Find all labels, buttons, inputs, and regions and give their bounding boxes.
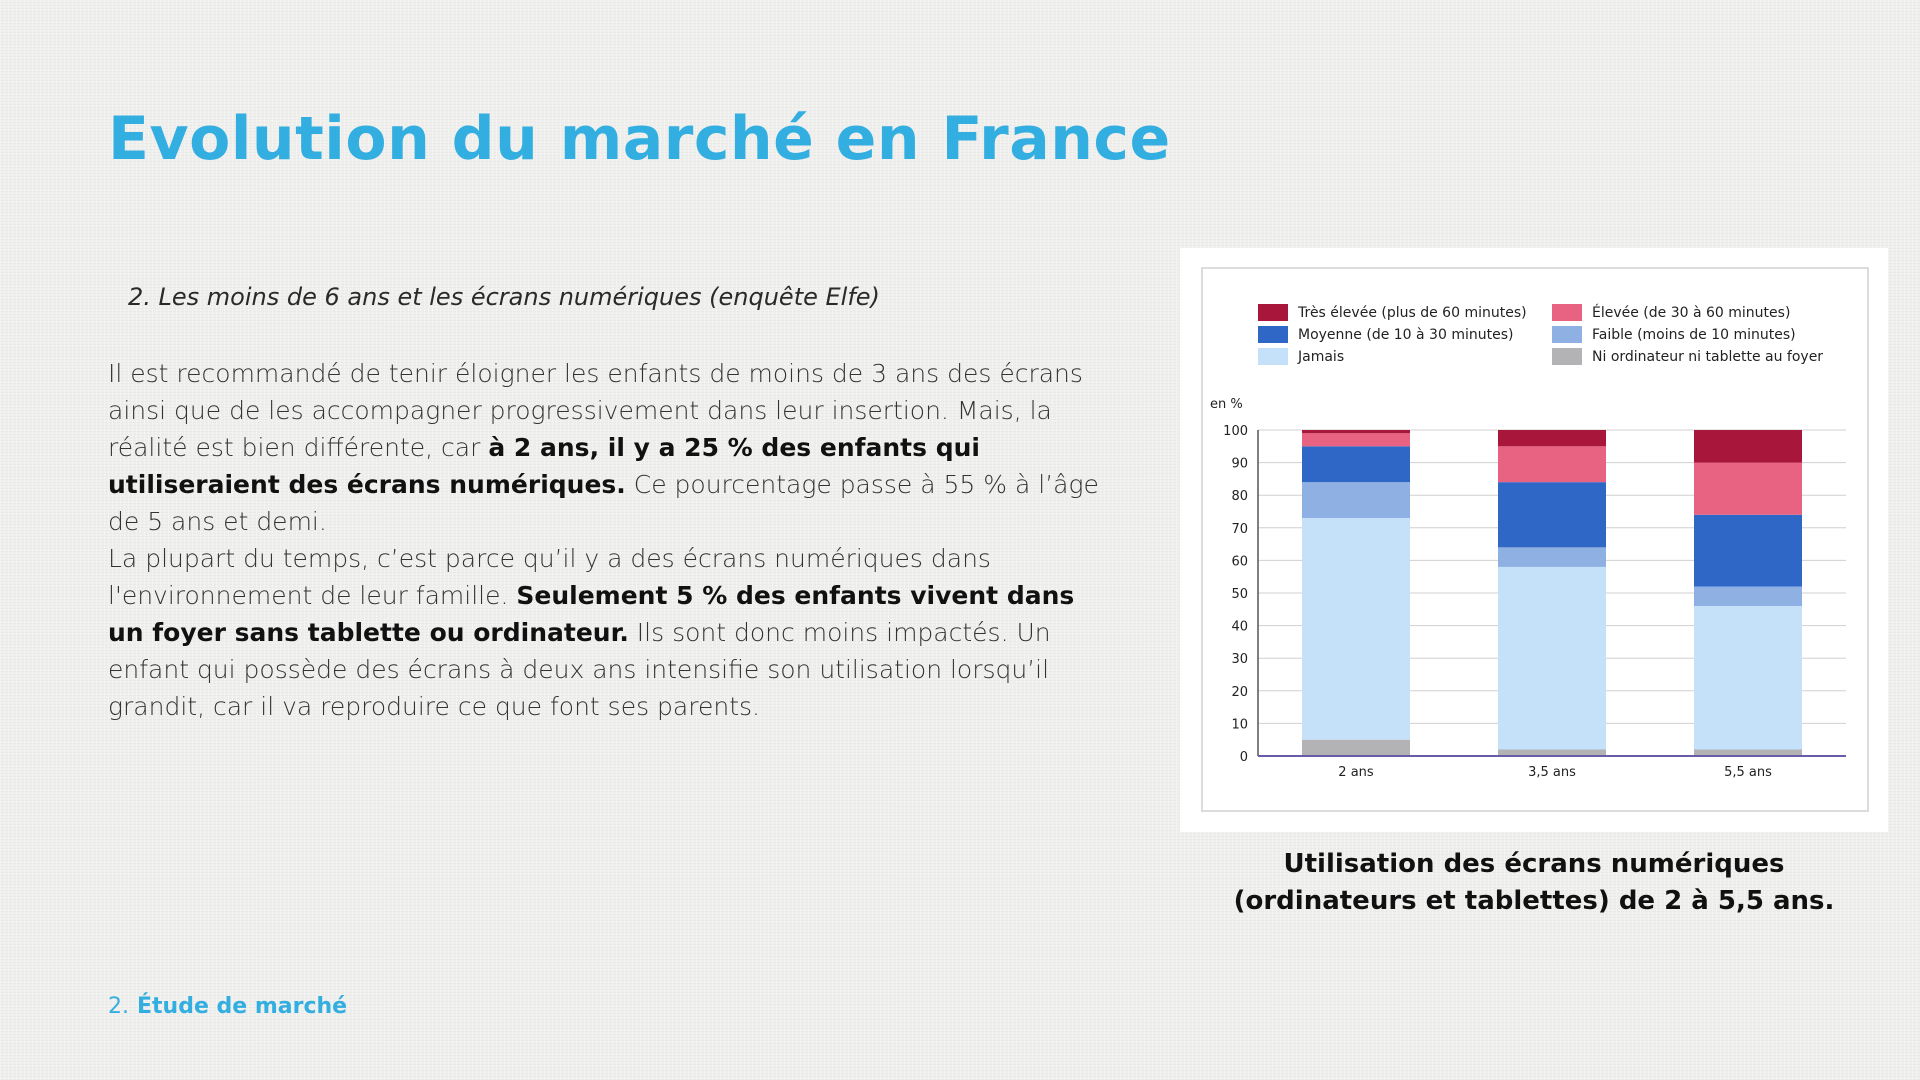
bar-segment <box>1302 518 1410 740</box>
bar-segment <box>1302 433 1410 446</box>
legend-label: Moyenne (de 10 à 30 minutes) <box>1298 327 1514 343</box>
paragraph-text: Ce pourcentage passe à 55 % à l’âge de 5 ans et demi. <box>108 470 1099 536</box>
x-tick-label: 3,5 ans <box>1528 765 1576 780</box>
chart-panel <box>1180 248 1888 832</box>
legend-swatch <box>1258 326 1288 343</box>
bar-segment <box>1694 463 1802 515</box>
y-tick-label: 80 <box>1231 489 1248 505</box>
x-tick-label: 5,5 ans <box>1724 765 1772 780</box>
chart-caption-line: (ordinateurs et tablettes) de 2 à 5,5 ans. <box>1233 886 1835 916</box>
legend-swatch <box>1258 348 1288 365</box>
bar-segment <box>1694 430 1802 463</box>
bar-segment <box>1302 482 1410 518</box>
chart-caption <box>1180 846 1888 920</box>
paragraph-family-environment <box>108 540 1108 725</box>
y-tick-label: 20 <box>1231 684 1248 700</box>
bar-segment <box>1302 740 1410 756</box>
x-tick-label: 2 ans <box>1338 765 1374 780</box>
bar-segment <box>1498 547 1606 567</box>
footer-section <box>108 994 347 1019</box>
paragraph-highlight: Seulement 5 % des enfants vivent dans un foyer sans tablette ou ordinateur. <box>108 581 1075 647</box>
y-tick-label: 90 <box>1231 456 1248 472</box>
y-tick-label: 100 <box>1223 424 1248 439</box>
paragraph-highlight: à 2 ans, il y a 25 % des enfants qui utiliseraient des écrans numériques. <box>108 433 980 499</box>
bar-segment <box>1498 430 1606 446</box>
section-subtitle: 2. Les moins de 6 ans et les écrans numériques (enquête Elfe) <box>128 283 880 311</box>
y-tick-label: 70 <box>1231 521 1248 537</box>
bar-segment <box>1694 515 1802 587</box>
legend-label: Très élevée (plus de 60 minutes) <box>1298 305 1527 321</box>
chart-caption-line: Utilisation des écrans numériques <box>1283 849 1785 879</box>
page-title: Evolution du marché en France <box>108 104 1171 174</box>
bar-segment <box>1694 586 1802 606</box>
bar-segment <box>1302 446 1410 482</box>
legend-swatch <box>1552 326 1582 343</box>
legend-label: Ni ordinateur ni tablette au foyer <box>1592 349 1824 365</box>
legend-label: Élevée (de 30 à 60 minutes) <box>1592 305 1791 321</box>
paragraph-text: Ils sont donc moins impactés. Un enfant qui possède des écrans à deux ans intensifie son utilisation lorsqu’il grandit, car il va reproduire ce que font ses parents. <box>108 618 1051 721</box>
paragraph-text: La plupart du temps, c’est parce qu’il y a des écrans numériques dans l'environnement de leur famille. <box>108 544 991 610</box>
footer-section-label: Étude de marché <box>137 994 348 1019</box>
y-tick-label: 30 <box>1231 652 1248 668</box>
paragraph-recommendation <box>108 355 1108 540</box>
bar-segment <box>1498 567 1606 750</box>
legend-swatch <box>1552 304 1582 321</box>
legend-label: Faible (moins de 10 minutes) <box>1592 327 1796 343</box>
stacked-bar-chart <box>1180 248 1888 832</box>
bar-segment <box>1694 606 1802 749</box>
legend-label: Jamais <box>1298 349 1345 365</box>
y-tick-label: 40 <box>1231 619 1248 635</box>
y-tick-label: 50 <box>1231 587 1248 602</box>
paragraph-text: Il est recommandé de tenir éloigner les enfants de moins de 3 ans des écrans ainsi que de les accompagner progressivement dans leur insertion. Mais, la réalité est bien différente, car <box>108 359 1083 462</box>
bar-segment <box>1498 482 1606 547</box>
footer-section-number: 2. <box>108 994 129 1019</box>
y-tick-label: 10 <box>1231 717 1248 733</box>
y-tick-label: 0 <box>1239 750 1248 765</box>
legend-swatch <box>1552 348 1582 365</box>
y-tick-label: 60 <box>1231 554 1248 570</box>
bar-segment <box>1302 430 1410 433</box>
y-axis-label: en % <box>1210 397 1243 412</box>
bar-segment <box>1498 446 1606 482</box>
legend-swatch <box>1258 304 1288 321</box>
